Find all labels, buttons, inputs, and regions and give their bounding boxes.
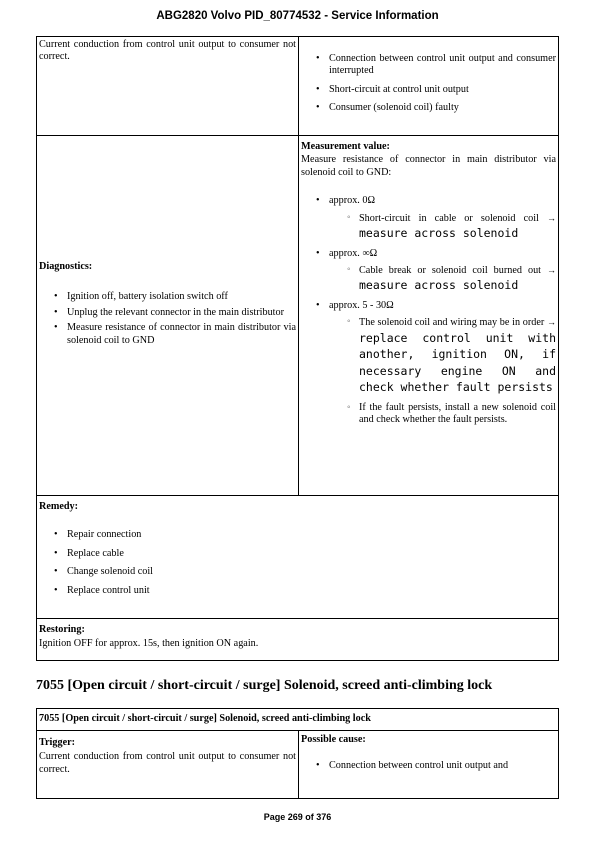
measurement-subitem: ◦ Short-circuit in cable or solenoid coil → measure across solenoid xyxy=(359,212,556,242)
measurement-subitem: ◦ If the fault persists, install a new solenoid coil and check whether the fault persists. xyxy=(359,402,556,427)
measurement-sublist xyxy=(329,212,556,242)
measurement-subitem: ◦ The solenoid coil and wiring may be in order → replace control unit with another, ignition ON, if necessary engine ON and check whether fault persists xyxy=(359,316,556,395)
cause-list xyxy=(301,760,556,772)
measurement-value: approx. 5 - 30Ω xyxy=(329,299,394,311)
remedy-list xyxy=(39,529,556,597)
diagnostics-item: • Ignition off, battery isolation switch off xyxy=(67,291,296,303)
measurement-item xyxy=(329,300,556,427)
diagnostics-label: Diagnostics: xyxy=(39,260,93,272)
measurement-list xyxy=(301,195,556,426)
page-footer: Page 269 of 376 xyxy=(263,812,332,822)
cause-item: • Connection between control unit output and consumer interrupted xyxy=(329,53,556,78)
measurement-sublist xyxy=(329,316,556,426)
table-title: 7055 [Open circuit / short-circuit / surge] Solenoid, screed anti-climbing lock xyxy=(37,709,559,731)
remedy-item: • Repair connection xyxy=(67,529,556,541)
measurement-subitem: ◦ Cable break or solenoid coil burned out → measure across solenoid xyxy=(359,264,556,294)
trigger-text: Current conduction from control unit output to consumer not correct. xyxy=(39,751,296,775)
measurement-value: approx. 0Ω xyxy=(329,195,376,207)
diagnostics-list xyxy=(39,291,296,347)
arrow-icon: → xyxy=(547,264,557,275)
diagnostics-cell xyxy=(37,136,299,496)
arrow-icon: → xyxy=(547,317,556,328)
fault-table-7055 xyxy=(36,708,559,799)
cause-cell xyxy=(299,731,559,799)
instruction-code: measure across solenoid xyxy=(359,278,519,293)
measurement-label: Measurement value: xyxy=(301,141,390,152)
measurement-text: Measure resistance of connector in main distributor via solenoid coil to GND: xyxy=(301,154,556,178)
restoring-text: Ignition OFF for approx. 15s, then ignition ON again. xyxy=(39,638,259,650)
instruction-code: measure across solenoid xyxy=(359,226,519,241)
remedy-cell xyxy=(37,496,559,619)
cause-item: • Consumer (solenoid coil) faulty xyxy=(329,102,556,114)
arrow-icon: → xyxy=(547,212,556,223)
restoring-label: Restoring: xyxy=(39,624,85,635)
remedy-label: Remedy: xyxy=(39,501,79,512)
fault-table-continued xyxy=(36,36,559,661)
measurement-value: approx. ∞Ω xyxy=(329,247,378,259)
measurement-cell xyxy=(299,136,559,496)
diagnostics-item: • Unplug the relevant connector in the main distributor xyxy=(67,307,296,319)
trigger-cell xyxy=(37,731,299,799)
cause-list xyxy=(301,53,556,115)
cause-cell xyxy=(299,37,559,136)
measurement-item xyxy=(329,248,556,294)
cause-label: Possible cause: xyxy=(301,734,366,745)
trigger-text: Current conduction from control unit output to consumer not correct. xyxy=(39,39,296,63)
page-header: ABG2820 Volvo PID_80774532 - Service Information xyxy=(156,10,439,22)
restoring-cell xyxy=(37,619,559,661)
section-heading: 7055 [Open circuit / short-circuit / surge] Solenoid, screed anti-climbing lock xyxy=(36,678,493,693)
measurement-sublist xyxy=(329,264,556,294)
trigger-cell xyxy=(37,37,299,136)
cause-item: • Connection between control unit output and xyxy=(329,760,556,772)
remedy-item: • Change solenoid coil xyxy=(67,566,556,578)
trigger-label: Trigger: xyxy=(39,737,76,748)
instruction-code: replace control unit with another, ignition ON, if necessary engine ON and check whether fault persists xyxy=(359,330,556,395)
cause-item: • Short-circuit at control unit output xyxy=(329,84,556,96)
measurement-item xyxy=(329,195,556,241)
remedy-item: • Replace cable xyxy=(67,548,556,560)
remedy-item: • Replace control unit xyxy=(67,585,556,597)
diagnostics-item: • Measure resistance of connector in main distributor via solenoid coil to GND xyxy=(67,322,296,347)
